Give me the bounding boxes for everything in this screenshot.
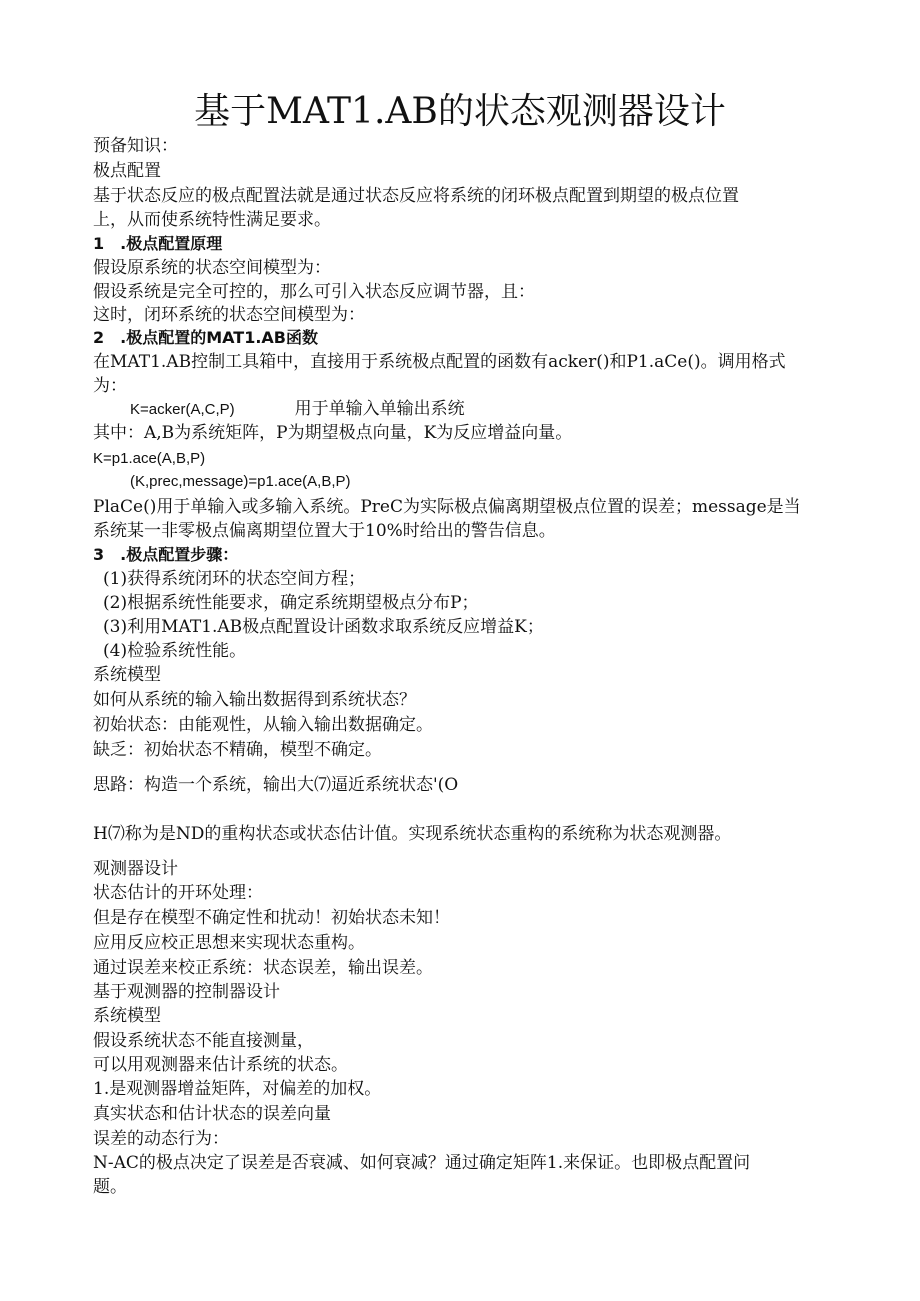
text-line: 假设系统是完全可控的，那么可引入状态反应调节器，且： xyxy=(93,282,535,302)
text-line: 假设原系统的状态空间模型为： xyxy=(93,258,331,278)
text-line: 误差的动态行为： xyxy=(93,1129,229,1149)
text-line: 系统某一非零极点偏离期望位置大于10%时给出的警告信息。 xyxy=(93,521,556,541)
text-line: 通过误差来校正系统：状态误差，输出误差。 xyxy=(93,958,433,978)
formula: K=acker(A,C,P) xyxy=(130,401,235,418)
text-line: 基于状态反应的极点配置法就是通过状态反应将系统的闭环极点配置到期望的极点位置 xyxy=(93,186,739,206)
list-item: (4)检验系统性能。 xyxy=(103,641,247,661)
formula-row xyxy=(130,397,465,422)
text-line: 在MAT1.AB控制工具箱中，直接用于系统极点配置的函数有acker()和P1.aCe()。调用格式 xyxy=(93,352,786,372)
text-line: 初始状态：由能观性，从输入输出数据确定。 xyxy=(93,715,433,735)
text-line: N-AC的极点决定了误差是否衰减、如何衰减？通过确定矩阵1.来保证。也即极点配置问 xyxy=(93,1153,751,1173)
formula: (K,prec,message)=p1.ace(A,B,P) xyxy=(130,473,351,490)
text-line: 真实状态和估计状态的误差向量 xyxy=(93,1104,331,1124)
text-line: 可以用观测器来估计系统的状态。 xyxy=(93,1055,348,1075)
numbered-heading: 2 .极点配置的MAT1.AB函数 xyxy=(93,328,318,347)
text-line: 缺乏：初始状态不精确，模型不确定。 xyxy=(93,740,382,760)
list-item: (3)利用MAT1.AB极点配置设计函数求取系统反应增益K； xyxy=(103,617,544,637)
list-item: (2)根据系统性能要求，确定系统期望极点分布P； xyxy=(103,593,479,613)
text-line: 这时，闭环系统的状态空间模型为： xyxy=(93,305,365,325)
text-line: 其中：A,B为系统矩阵，P为期望极点向量，K为反应增益向量。 xyxy=(93,423,573,443)
text-line: 思路：构造一个系统，输出大⑺逼近系统状态'(O xyxy=(93,775,459,795)
text-line: 预备知识： xyxy=(93,136,178,156)
numbered-heading: 3 .极点配置步骤： xyxy=(93,545,239,564)
text-line: 如何从系统的输入输出数据得到系统状态？ xyxy=(93,690,416,710)
text-line: 上，从而使系统特性满足要求。 xyxy=(93,210,331,230)
text-line: 但是存在模型不确定性和扰动！初始状态未知！ xyxy=(93,908,450,928)
text-line: 为： xyxy=(93,376,127,396)
text-line: 假设系统状态不能直接测量， xyxy=(93,1031,314,1051)
text-line: 1.是观测器增益矩阵，对偏差的加权。 xyxy=(93,1079,382,1099)
text-line: 应用反应校正思想来实现状态重构。 xyxy=(93,933,365,953)
section-heading: 系统模型 xyxy=(93,1006,161,1026)
section-heading: 系统模型 xyxy=(93,665,161,685)
text-line: 状态估计的开环处理： xyxy=(93,883,263,903)
text-line: H⑺称为是ND的重构状态或状态估计值。实现系统状态重构的系统称为状态观测器。 xyxy=(93,824,732,844)
numbered-heading: 1 .极点配置原理 xyxy=(93,234,223,253)
section-heading: 极点配置 xyxy=(93,161,161,181)
formula: K=p1.ace(A,B,P) xyxy=(93,450,206,467)
text-line: PlaCe()用于单输入或多输入系统。PreC为实际极点偏离期望极点位置的误差；message是当 xyxy=(93,497,801,517)
document-title: 基于MAT1.AB的状态观测器设计 xyxy=(194,91,726,132)
section-heading: 观测器设计 xyxy=(93,859,178,879)
formula-description: 用于单输入单输出系统 xyxy=(294,399,465,419)
list-item: (1)获得系统闭环的状态空间方程； xyxy=(103,569,366,589)
text-line: 题。 xyxy=(93,1177,127,1197)
section-heading: 基于观测器的控制器设计 xyxy=(93,982,280,1002)
